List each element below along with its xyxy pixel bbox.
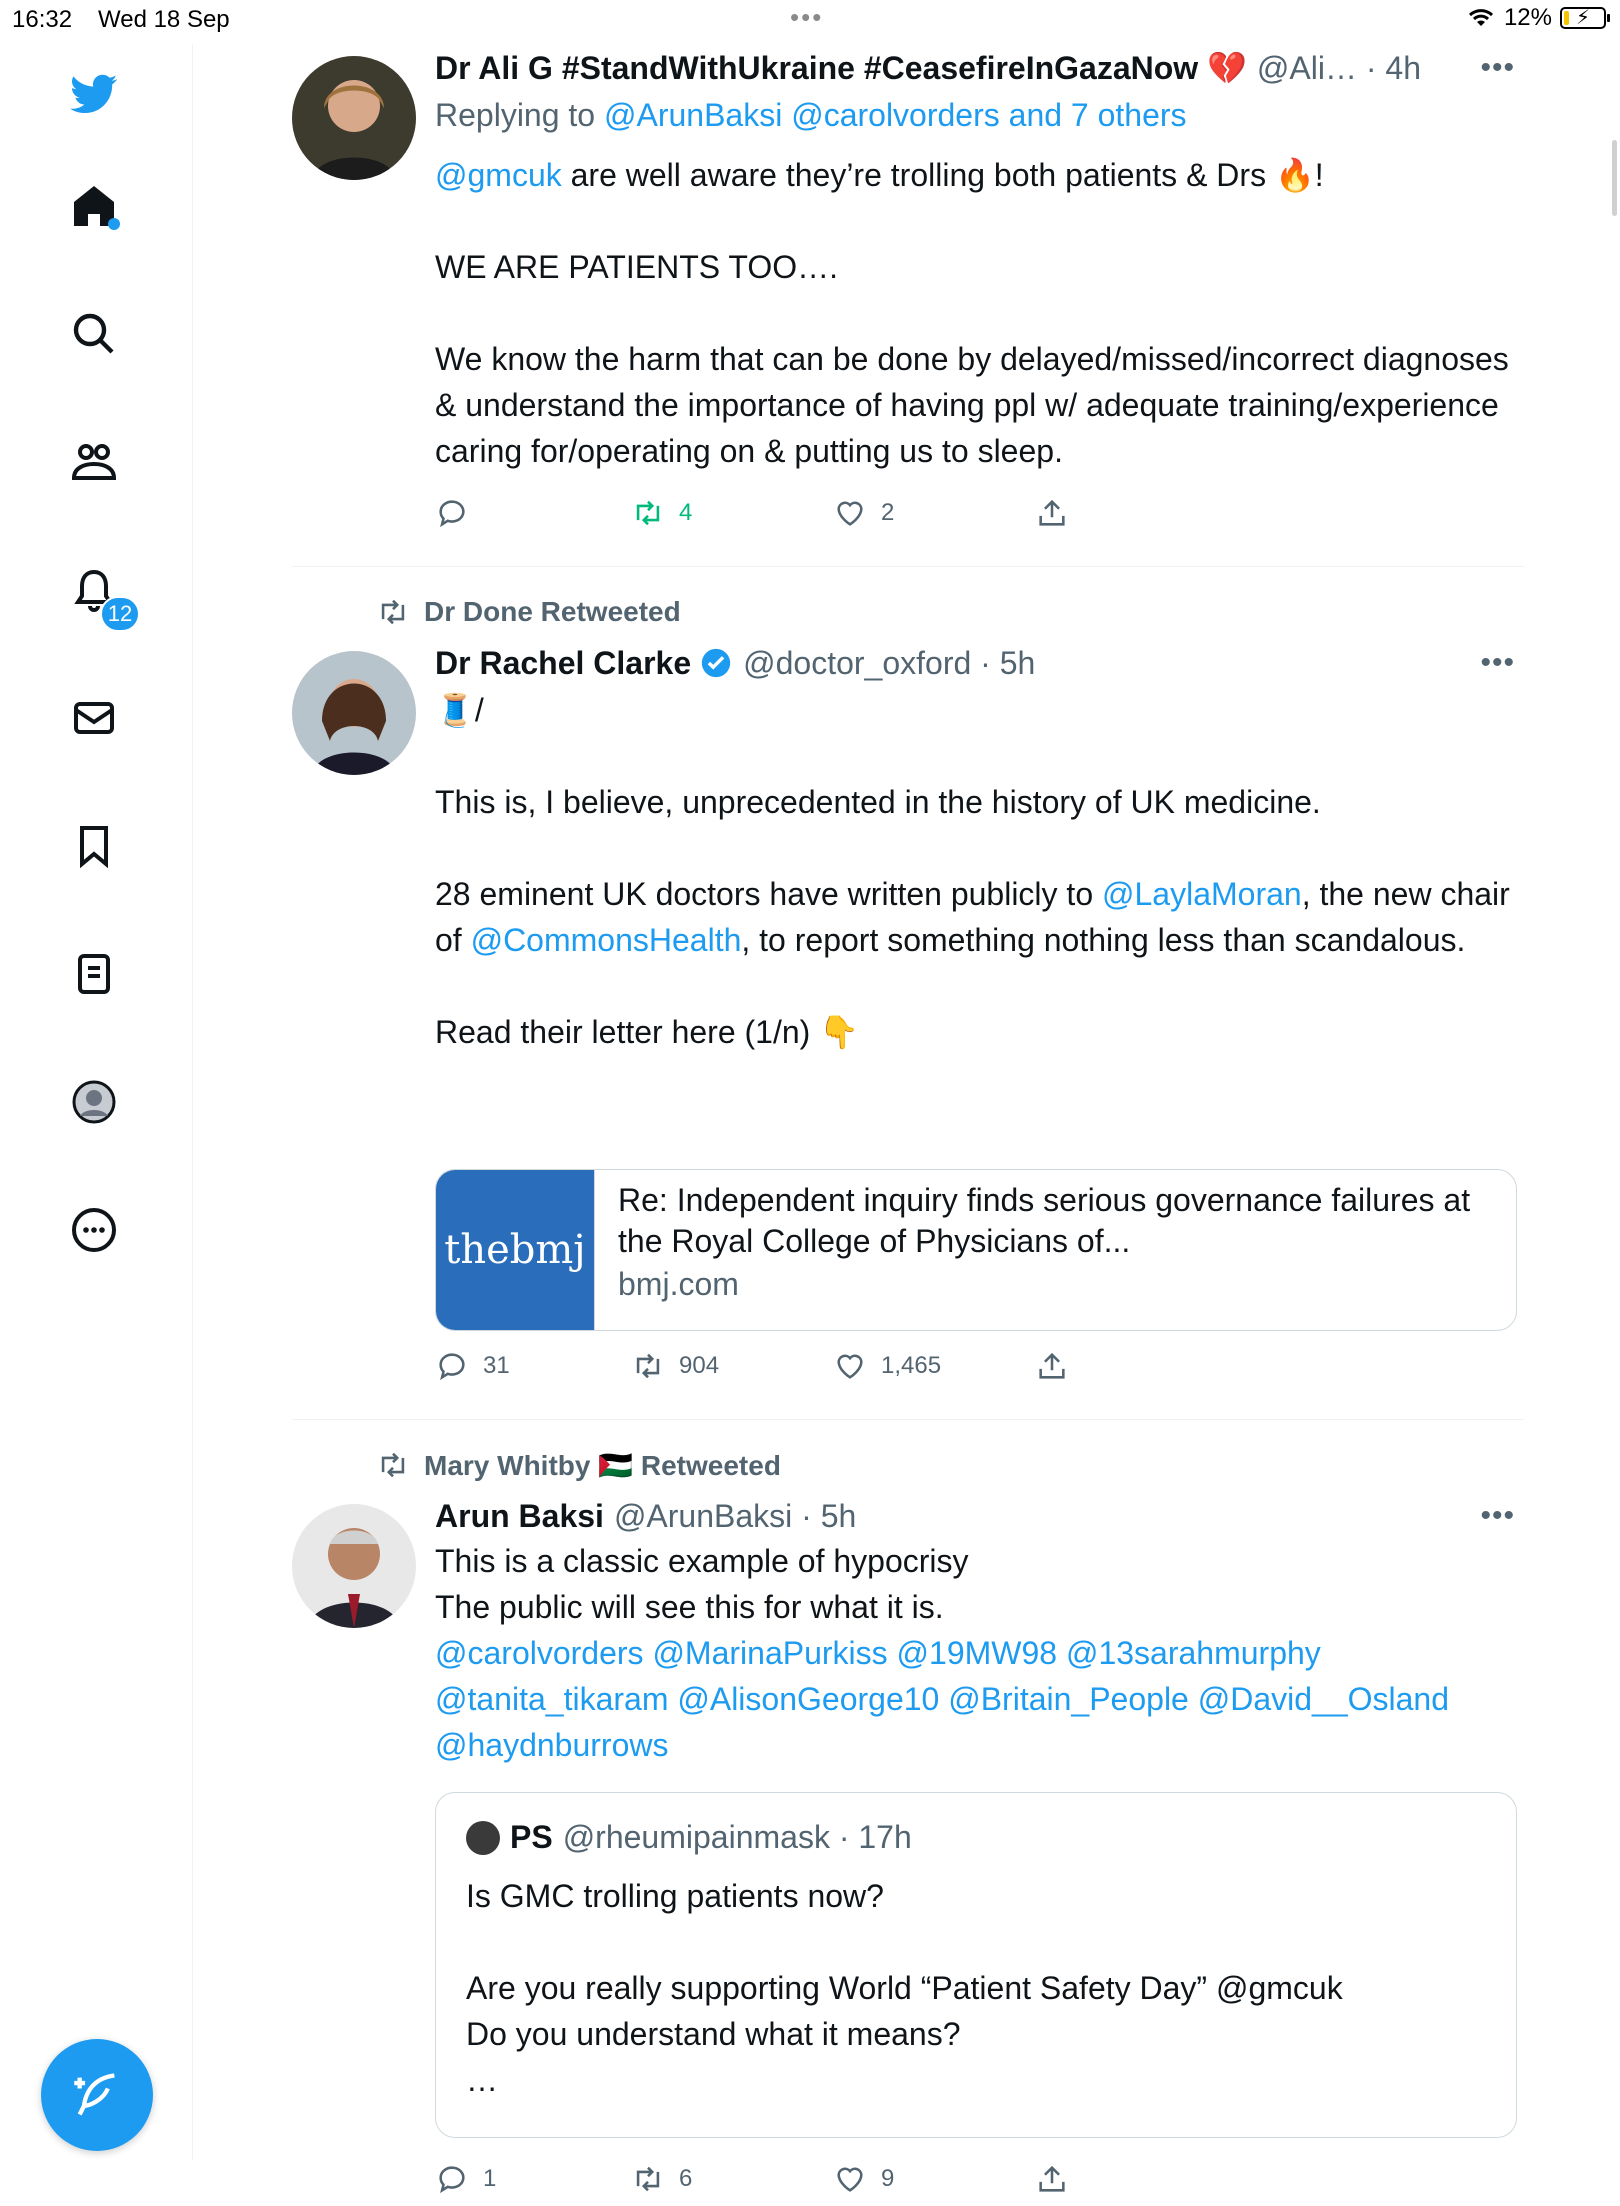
quoted-tweet[interactable] [435,1792,1517,2138]
heart-icon [833,496,867,530]
tweet-header [435,643,1515,683]
retweet-button[interactable] [631,1349,719,1383]
share-button[interactable] [1035,2162,1069,2196]
mention-link[interactable]: @CommonsHealth [470,922,742,958]
like-button[interactable] [833,1349,941,1383]
notifications-badge: 12 [100,596,140,632]
tweet-actions [435,2162,1135,2206]
tweet[interactable] [292,1420,1524,2192]
quoted-line: … [466,2062,498,2098]
home-unread-dot [108,218,120,230]
tweet-text-line: The public will see this for what it is. [435,1589,944,1625]
wifi-icon [1466,6,1496,30]
like-count: 9 [881,2165,895,2192]
tweet-actions [435,496,1135,540]
sidebar [0,44,193,2160]
quoted-avatar [466,1821,500,1855]
share-icon [1035,1349,1069,1383]
like-count: 1,465 [881,1352,942,1379]
like-button[interactable] [833,2162,894,2196]
retweet-icon [631,496,665,530]
quoted-tweet-header [466,1819,912,1856]
tweet-header [435,48,1515,88]
card-thumbnail: thebmj [436,1170,595,1330]
share-icon [1035,2162,1069,2196]
battery-icon [1560,7,1606,29]
reply-button[interactable] [435,1349,510,1383]
tweet-text-line: This is, I believe, unprecedented in the history of UK medicine. [435,784,1321,820]
share-button[interactable] [1035,1349,1069,1383]
reply-count: 1 [483,2165,497,2192]
retweet-count: 6 [679,2165,693,2192]
retweet-icon [631,2162,665,2196]
status-right [1466,4,1606,32]
link-card[interactable] [435,1169,1517,1331]
quoted-author-handle: @rheumipainmask · 17h [562,1819,912,1855]
replying-to-link[interactable]: @ArunBaksi @carolvorders and 7 others [603,97,1187,133]
author-name[interactable]: Dr Rachel Clarke [435,645,692,681]
author-handle[interactable]: @ArunBaksi · 5h [613,1498,857,1534]
retweeted-by-label[interactable]: Dr Done Retweeted [424,596,681,627]
tweet[interactable] [292,567,1524,1379]
status-bar [0,0,1620,44]
more-options-icon[interactable] [66,1202,122,1258]
avatar[interactable] [292,651,416,775]
reply-icon [435,496,469,530]
reply-icon [435,1349,469,1383]
retweet-button[interactable] [631,496,692,530]
retweet-icon [376,595,410,629]
status-date: Wed 18 Sep [98,6,230,33]
battery-percent: 12% [1503,4,1552,31]
search-icon[interactable] [66,306,122,362]
bookmarks-icon[interactable] [66,818,122,874]
share-icon [1035,496,1069,530]
retweeted-by [376,1448,781,1482]
retweet-icon [376,1448,410,1482]
tweet[interactable] [292,44,1524,566]
retweet-icon [631,1349,665,1383]
scroll-indicator[interactable] [1612,140,1617,216]
reply-button[interactable] [435,496,469,530]
author-name[interactable]: Arun Baksi [435,1498,604,1534]
quoted-line: Is GMC trolling patients now? [466,1878,884,1914]
tweet-header [435,1496,1515,1536]
more-options-icon[interactable]: ••• [1480,51,1515,84]
replying-prefix: Replying to [435,97,604,133]
author-name[interactable]: Dr Ali G #StandWithUkraine #CeasefireInGazaNow 💔 [435,50,1247,86]
retweet-count: 904 [679,1352,720,1379]
more-options-icon[interactable]: ••• [1480,646,1515,679]
compose-tweet-button[interactable] [41,2039,153,2151]
author-handle[interactable]: @doctor_oxford · 5h [743,645,1036,681]
quoted-line: Are you really supporting World “Patient Safety Day” @gmcuk [466,1970,1343,2006]
tweet-actions [435,1349,1135,1393]
tweet-text-line: 🧵/ [435,692,484,728]
tweet-text-line: We know the harm that can be done by delayed/missed/incorrect diagnoses & understand the importance of having ppl w/ adequate training/experience caring for/operating on & putting us to sleep. [435,341,1509,469]
messages-icon[interactable] [66,690,122,746]
avatar[interactable] [292,1504,416,1628]
mention-link[interactable]: @LaylaMoran [1102,876,1302,912]
tweet-text-line: are well aware they’re trolling both patients & Drs 🔥! [561,157,1324,193]
tweet-text-line: Read their letter here (1/n) 👇 [435,1014,860,1050]
lists-icon[interactable] [66,946,122,1002]
mention-link[interactable]: @gmcuk [435,157,562,193]
quoted-author-name: PS [510,1819,553,1855]
tweet-text [435,152,1515,198]
avatar[interactable] [292,56,416,180]
quoted-line: Do you understand what it means? [466,2016,961,2052]
retweeted-by-label[interactable]: Mary Whitby 🇵🇸 Retweeted [424,1449,781,1481]
tweet-text-fragment: , the new chair of [435,876,1510,958]
mention-links[interactable]: @carolvorders @MarinaPurkiss @19MW98 @13sarahmurphy @tanita_tikaram @AlisonGeorge10 @Britain_People @David__Osland @haydnburrows [435,1635,1450,1763]
twitter-logo-icon[interactable] [66,66,122,122]
quoted-tweet-text [466,1873,1486,2103]
card-domain: bmj.com [618,1266,739,1302]
verified-badge-icon [699,646,733,680]
tweet-text-line: WE ARE PATIENTS TOO…. [435,249,839,285]
retweeted-by [376,595,681,629]
more-options-icon[interactable]: ••• [1480,1499,1515,1532]
reply-count: 31 [483,1352,510,1379]
tweet-text-line [435,871,1515,963]
author-handle[interactable]: @Ali… · 4h [1256,50,1421,86]
like-button[interactable] [833,496,894,530]
multitasking-dots-icon[interactable]: ••• [790,2,824,32]
reply-button[interactable] [435,2162,496,2196]
share-button[interactable] [1035,496,1069,530]
tweet-text-line: This is a classic example of hypocrisy [435,1543,969,1579]
card-title: Re: Independent inquiry finds serious governance failures at the Royal College of Physicians of... [618,1182,1471,1259]
profile-avatar-icon[interactable] [66,1074,122,1130]
compose-feather-icon [71,2069,123,2121]
heart-icon [833,2162,867,2196]
communities-icon[interactable] [66,434,122,490]
heart-icon [833,1349,867,1383]
reply-icon [435,2162,469,2196]
retweet-count: 4 [679,499,693,526]
tweet-text-fragment: 28 eminent UK doctors have written publicly to [435,876,1102,912]
replying-to [435,92,1515,138]
tweet-text-fragment: , to report something nothing less than scandalous. [741,922,1466,958]
timeline-feed [292,44,1524,2192]
charging-bolt-icon: ⚡ [1576,7,1591,29]
retweet-button[interactable] [631,2162,692,2196]
battery-level-fill [1564,11,1569,25]
like-count: 2 [881,499,895,526]
status-time: 16:32 [12,6,73,33]
